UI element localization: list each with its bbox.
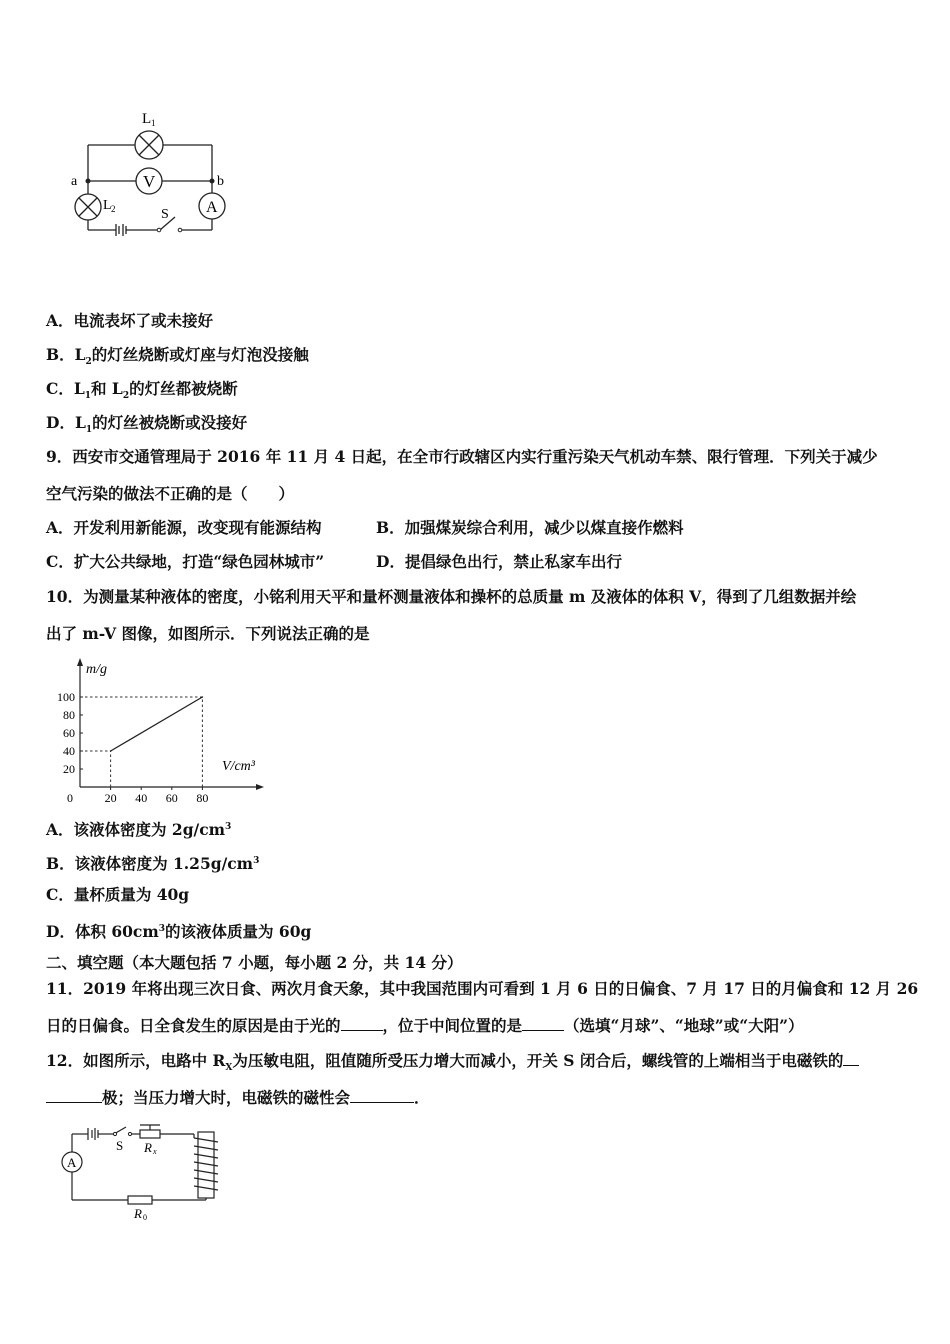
battery-icon	[88, 1128, 98, 1140]
lamp-l1-sub: 1	[151, 118, 156, 128]
q11-blank-1[interactable]	[341, 1016, 383, 1031]
lamp-l1-label: L	[142, 111, 152, 127]
data-point-0	[110, 750, 112, 752]
q12-stem-line2: 极；当压力增大时，电磁铁的磁性会 ．	[46, 1088, 430, 1108]
ammeter-icon	[199, 193, 225, 219]
r0-label: R	[134, 1206, 142, 1221]
switch-icon	[113, 1132, 116, 1135]
data-point-1	[202, 696, 204, 698]
x-tick-label-0: 0	[67, 791, 73, 803]
q10-option-a: A．该液体密度为 $2g/cm^3$	[46, 820, 232, 840]
rx-sub: x	[153, 1147, 157, 1156]
pressure-resistor-rx-icon	[140, 1130, 160, 1138]
q9-stem-line2: 空气污染的做法不正确的是（ ）	[46, 484, 295, 503]
m-v-chart	[50, 655, 280, 803]
q11-blank-2[interactable]	[522, 1016, 564, 1031]
q11-stem-line2: 日的日偏食。日全食发生的原因是由于光的 ，位于中间位置的是 （选填“月球”、“地球”或“大阳”）	[46, 1016, 804, 1035]
q10-stem-line1: 10．为测量某种液体的密度，小铭利用天平和量杯测量液体和操杯的总质量 m 及液体的体积 V，得到了几组数据并绘	[46, 587, 857, 606]
q9-option-a: A．开发利用新能源，改变现有能源结构	[46, 518, 322, 537]
q10-stem-line2: 出了 m-V 图像，如图所示．下列说法正确的是	[46, 624, 370, 643]
switch-label: S	[161, 207, 169, 222]
y-tick-label-2: 60	[63, 726, 75, 740]
lamp-l2-label: L	[103, 198, 112, 213]
ammeter-icon	[62, 1152, 82, 1172]
q12-stem-line1: 12．如图所示，电路中 $R_X$为压敏电阻，阻值随所受压力增大而减小，开关 S 闭合后，螺线管的上端相当于电磁铁的	[46, 1051, 859, 1078]
y-tick-label-0: 20	[63, 762, 75, 776]
q11-stem-line1: 11．2019 年将出现三次日食、两次月食天象，其中我国范围内可看到 1 月 6 日的日偏食、7 月 17 日的月偏食和 12 月 26	[46, 979, 919, 998]
x-tick-label-3: 60	[165, 791, 178, 803]
svg-text:A: A	[67, 1155, 77, 1170]
y-axis-arrow-icon	[77, 658, 83, 666]
q12-blank-2[interactable]	[350, 1088, 414, 1103]
q10-option-d: D．体积 $60cm^3$的该液体质量为 60g	[46, 922, 312, 942]
switch-icon	[157, 228, 161, 232]
rx-label: R	[144, 1140, 152, 1155]
solenoid-icon	[194, 1132, 218, 1198]
x-tick-label-4: 80	[196, 791, 209, 803]
y-axis-label: m/g	[86, 662, 107, 677]
resistor-r0-icon	[128, 1196, 152, 1204]
node-b-label: b	[217, 174, 224, 189]
y-tick-label-3: 80	[63, 708, 75, 722]
q9-option-b: B．加强煤炭综合利用，减少以煤直接作燃料	[376, 518, 684, 537]
lamp-l1-icon	[135, 131, 163, 159]
section-2-heading: 二、填空题（本大题包括 7 小题，每小题 2 分，共 14 分）	[46, 953, 463, 972]
voltmeter-icon	[136, 168, 162, 194]
x-axis-label: V/cm³	[222, 759, 255, 774]
battery-icon	[116, 224, 126, 236]
q9-stem-line1: 9．西安市交通管理局于 2016 年 11 月 4 日起，在全市行政辖区内实行重污染天气机动车禁、限行管理．下列关于减少	[46, 447, 878, 466]
svg-text:V: V	[143, 172, 156, 191]
svg-text:A: A	[206, 199, 218, 216]
q10-option-c: C．量杯质量为 40g	[46, 885, 190, 904]
q8-option-a: A．电流表坏了或未接好	[46, 311, 214, 330]
series-line-0	[111, 697, 203, 751]
x-tick-label-1: 20	[104, 791, 117, 803]
y-tick-label-4: 100	[57, 690, 75, 704]
x-tick-label-2: 40	[135, 791, 148, 803]
circuit-diagram-2	[48, 1122, 228, 1232]
x-axis-arrow-icon	[256, 784, 264, 790]
r0-sub: 0	[143, 1213, 147, 1222]
q12-blank-1a[interactable]	[843, 1051, 859, 1066]
q8-option-d: D．$L_1$的灯丝被烧断或没接好	[46, 413, 248, 436]
y-tick-label-1: 40	[63, 744, 75, 758]
circuit-diagram-1	[60, 105, 240, 245]
q8-option-c: C．$L_1$和 $L_2$的灯丝都被烧断	[46, 379, 238, 402]
q9-option-c: C．扩大公共绿地，打造“绿色园林城市”	[46, 552, 325, 571]
lamp-l2-icon	[75, 194, 101, 220]
q9-option-d: D．提倡绿色出行，禁止私家车出行	[376, 552, 622, 571]
q10-option-b: B．该液体密度为 $1.25g/cm^3$	[46, 854, 260, 874]
q8-option-b: B．$L_2$的灯丝烧断或灯座与灯泡没接触	[46, 345, 309, 368]
lamp-l2-sub: 2	[111, 204, 116, 214]
switch-label: S	[116, 1138, 124, 1153]
node-a-label: a	[71, 174, 78, 189]
q12-blank-1b[interactable]	[46, 1088, 102, 1103]
